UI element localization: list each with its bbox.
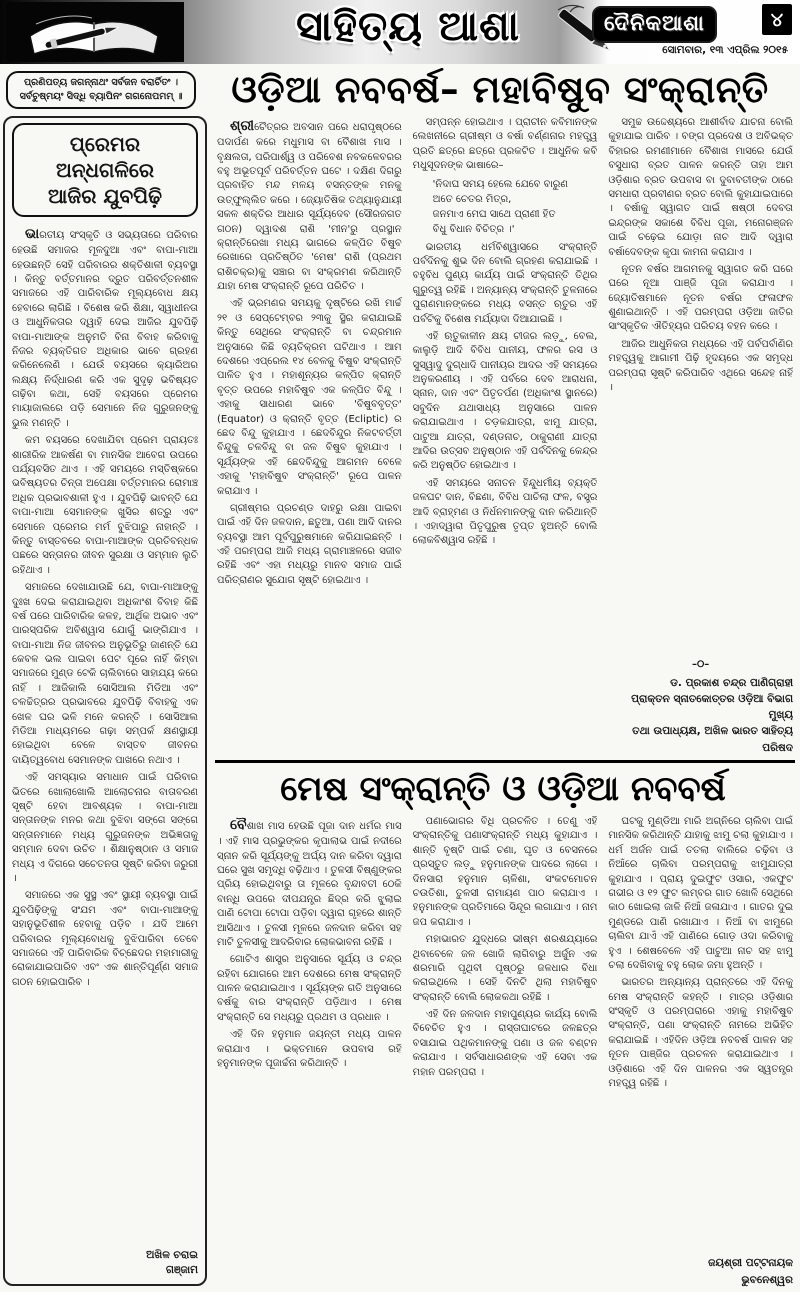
paragraph: ଏହି ଦିନ ହନୁମାନ ଜୟନ୍ତୀ ମଧ୍ୟ ପାଳନ କରାଯାଏ । ଭକ୍ତମାନେ ଉପବାସ ରହି ହନୁମାନଙ୍କ ପୂଜାର୍ଚ୍ଚନା କରିଥାନ୍ତି । xyxy=(217,1029,402,1070)
left-article-headline xyxy=(12,123,198,217)
byline-title: ପ୍ରାକ୍ତନ ସ୍ନାତକୋତ୍ତର ଓଡ଼ିଆ ବିଭାଗ ମୁଖ୍ୟ xyxy=(631,692,794,722)
paragraph: ସମୁଚ୍ଚ ଉଦ୍ଦେଶ୍ୟରେ ଆଶୀର୍ବାଦ ଯାଚନା ବୋଲି କୁହାଯାଇ ପାରିବ । ବଙ୍ଗ ପ୍ରଦେଶ ଓ ଅବିଭକ୍ତ ବିହାରର ରମଣୀମାନେ ବୈଶାଖ ମାସରେ ଯେଉଁ ବସୁଧାରା ବ୍ରତ ପାଳନ କରନ୍ତି ତାହା ଆମ ଓଡ଼ିଶାର ବ୍ରତ ଉପବାସ ବା ଦୁବାବତୀଙ୍କ ଠାରେ ସମଧାରା ପ୍ରବୀଣର ବ୍ରତ ବୋଲି କୁହାଯାଇପାରେ । ବର୍ଷାକୁ ସ୍ୱାଗତ ପାଇଁ ଷଷ୍ଠୀ ଦେବତା ଇନ୍ଦ୍ରଙ୍କ ସକାଶେ ବିବିଧ ପୂଜା, ମନୋରଞ୍ଜନ ପାଇଁ ଚଢ଼େଇ ଯୋଡ଼ା ନାଚ ଆଦି ଦ୍ୱାରା ବର୍ଷାଦେବଙ୍କ କୃପା କାମନା କରାଯାଏ । xyxy=(608,117,794,258)
paragraph: ଗ୍ରୀଷ୍ମର ପ୍ରଚଣ୍ଡ ଦାହରୁ ରକ୍ଷା ପାଇବା ପାଇଁ ଏହି ଦିନ ଜଳଦାନ, ଛତୁଆ, ପଣା ଆଦି ଦାନର ବ୍ୟବସ୍ଥା ଆମ ପୂର୍ବପୁରୁଷମାନେ କରିଯାଇଛନ୍ତି । ଏହି ପରମ୍ପରା ଆଜି ମଧ୍ୟ ଗ୍ରାମାଞ୍ଚଳରେ ସଜୀବ ରହିଛି ଏବଂ ଏହା ମଧ୍ୟରୁ ମାନବ ସମାଜ ପାଇଁ ପରିତ୍ରାଣର ସୁଯୋଗ ସୃଷ୍ଟି ହୋଇଥାଏ । xyxy=(217,502,402,586)
byline-place: ଗଞ୍ଜାମ xyxy=(165,1264,198,1277)
left-headline-line-2: ଆଜିର ଯୁବପିଢ଼ି xyxy=(48,184,162,208)
page-number: ୪ xyxy=(762,4,792,35)
paragraph: ଏହି ଦିନ ଜଳଦାନ ମହାପୁଣ୍ୟର କାର୍ଯ୍ୟ ବୋଲି ବିବେଚିତ ହୁଏ । ରାସ୍ତାଘାଟରେ ଜଳଛତ୍ର ବସାଯାଇ ପଥିକମାନଙ୍କୁ ପଣା ଓ ଜଳ ବଣ୍ଟନ କରାଯାଏ । ସର୍ବସାଧାରଣଙ୍କ ଏହି ସେବା ଏକ ମହାନ ପରମ୍ପରା । xyxy=(412,1009,598,1078)
left-headline-line-1: ପ୍ରେମର ଅନ୍ଧଗଳିରେ xyxy=(55,132,155,182)
verse-line: ଜନମାଏ ମେଘ ସାଥେ ପ୍ରାଣୀ ହିତ xyxy=(432,208,556,220)
bottom-article-columns xyxy=(209,813,797,1290)
bottom-article-column-3 xyxy=(608,815,793,1288)
byline-author: ଡ. ପ୍ରକାଶ ଚନ୍ଦ୍ର ପାଣିଗ୍ରାହୀ xyxy=(670,676,794,689)
paragraph: ପଣାଭୋଗର ବିଧି ପ୍ରଚଳିତ । ତେଣୁ ଏହି ସଂକ୍ରାନ୍ତିକୁ ପଣାସଂକ୍ରାନ୍ତି ମଧ୍ୟ କୁହାଯାଏ । ଶାନ୍ତି ବୃଷ୍ଟି ପାଇଁ ଚଣା, ଘୃତ ଓ ବେସନରେ ପ୍ରସ୍ତୁତ ଲଡ଼ୁ ହନୁମାନଙ୍କ ପାଦରେ ଲାଗେ । ଦିନସାରା ହନୁମାନ ଚାଳିଶା, ସଂକଟମୋଚନ ଚଉତିଶା, ତୁଳସୀ ରାମାୟଣ ପାଠ କରାଯାଏ । ହନୁମାନଙ୍କ ପ୍ରତିମାରେ ସିନ୍ଦୂର ଲଗାଯାଏ । ନାମ ଜପ କରାଯାଏ । xyxy=(412,816,598,928)
paragraph: ଏହି ଭ୍ରମଣର ସମୟକୁ ଦୃଷ୍ଟିରେ ରଖି ମାର୍ଚ୍ଚ ୨୧ ଓ ସେପ୍ଟେମ୍ବର ୨୩କୁ ସ୍ଥିର କରାଯାଇଛି କିନ୍ତୁ ସେଥିରେ ସଂକ୍ରାନ୍ତି ବା ଚନ୍ଦ୍ରମାନ ଅନୁସାରେ କିଛି ବ୍ୟତିକ୍ରମ ଘଟିଥାଏ । ଆମ ଦେଶରେ ଏପ୍ରେଲ ୧୪ ବେଳକୁ ବିଷୁବ ସଂକ୍ରାନ୍ତି ପାଳିତ ହୁଏ । ମହାଶୂନ୍ୟର କଳ୍ପିତ କ୍ରାନ୍ତି ବୃତ୍ତ ଉପରେ ମହାବିଷୁବ ଏକ କଳ୍ପିତ ବିନ୍ଦୁ । ଏହାକୁ ସାଧାରଣ ଭାବେ 'ବିଷୁବବୃତ୍ତ' (Equator) ଓ କ୍ରାନ୍ତି ବୃତ୍ତ (Ecliptic) ର ଛେଦ ବିନ୍ଦୁ କୁହାଯାଏ । ଛେଦବିନ୍ଦୁର ନିକଟବର୍ତ୍ତୀ ବିନ୍ଦୁକୁ ଚଳବିନ୍ଦୁ ବା ଜଳ ବିଷୁବ କୁହାଯାଏ । ସୂର୍ଯ୍ୟଙ୍କ ଏହି ଛେଦବିନ୍ଦୁକୁ ଆଗମନ ବେଳେ ଏହାକୁ 'ମହାବିଷୁବ ସଂକ୍ରାନ୍ତି' ରୂପେ ପାଳନ କରାଯାଏ । xyxy=(217,298,402,497)
bottom-article-column-1 xyxy=(217,815,402,1288)
drop-cap: ଶ୍ରୀ xyxy=(230,118,255,134)
bottom-article-byline xyxy=(608,1255,793,1288)
paragraph: ଶ୍ରୀଚୈତ୍ରର ଅବସାନ ପରେ ଧରାପୃଷ୍ଠରେ ପଦାର୍ପଣ କରେ ମଧୁମାସ ବା ବୈଶାଖ ମାସ । ବୃକ୍ଷଲତା, ପରିପାର୍ଶ୍ୱ ଓ ପରିବେଶ ନବକଳେବରର ବହୁ ଅଭୂତପୂର୍ବ ପରିବର୍ତ୍ତନ ଘଟେ । ଦକ୍ଷିଣ ଦିଗରୁ ପ୍ରବାହିତ ମନ୍ଦ ମଳୟ ବସନ୍ତଙ୍କ ମନକୁ ଉତ୍‌ଫୁଲ୍ଲିତ କରେ । ଜ୍ୟୋତିଷିକ ତଥ୍ୟାନୁଯାୟୀ ସକଳ ଶକ୍ତିର ଆଧାର ସୂର୍ଯ୍ୟଦେବ (ସୌରଜଗତ ଗଠନ) ଦ୍ୱାଦଶ ରାଶି 'ମୀନ'ରୁ ପ୍ରସ୍ଥାନ କ୍ରାନ୍ତିରେଖା ମଧ୍ୟ ଭାଗରେ କଳ୍ପିତ ବିଷୁବ ରେଖାରେ ପ୍ରତିଷ୍ଠିତ 'ମେଷ' ରାଶି (ପ୍ରଥମ ରାଶିଚକ୍ର)କୁ ସଞ୍ଚାର ବା ସଂକ୍ରମଣ କରିଥାନ୍ତି ଯାହା ମେଷ ସଂକ୍ରାନ୍ତି ରୂପେ ପରିଚିତ । xyxy=(217,118,402,293)
main-article-column-1 xyxy=(217,116,402,756)
byline-author: ଜୟଶ୍ରୀ ପଟ୍ଟନାୟକ xyxy=(708,1257,794,1270)
byline-organization: ତଥା ଉପାଧ୍ୟକ୍ଷ, ଅଖିଳ ଭାରତ ସାହିତ୍ୟ ପରିଷଦ xyxy=(632,725,794,754)
main-article-column-3 xyxy=(608,116,793,756)
byline-author: ଅଖିଳ ଚରାଇ xyxy=(146,1248,198,1261)
paragraph: ଘଟକୁ ମୁଣ୍ଡିଆ ମାରି ଅଗ୍ନିରେ ଚାଲିବା ପାଇଁ ମାନସିକ କରିଥାନ୍ତି ଯାହାକୁ ଝାମୁ ଚଲା କୁହାଯାଏ । ଧର୍ମ ଅର୍ଜନ ପାଇଁ ତତଲା ବାଲିରେ ଚଢ଼ିବା ଓ ନିଆଁରେ ଚାଲିବା ପରମ୍ପରାକୁ ଝାମୁଯାତ୍ରା କୁହାଯାଏ । ପ୍ରାୟ ଦୁଇଫୁଟ ଓସାର, ଏକଫୁଟ ଗଭୀର ଓ ୧୨ ଫୁଟ ଲମ୍ବର ଗାତ ଖୋଳି ସେଥିରେ କାଠ ଖୋଇଲା ଜାଳି ନିଆଁ ଜଳାଯାଏ । ଗାତର ଦୁଇ ମୁଣ୍ଡରେ ପାଣି ରଖାଯାଏ । ନିଆଁ ବା ଝାମୁରେ ଚାଲିବା ଯାଏଁ ଏହି ପାଣିରେ ଗୋଡ଼ ଓଦା କରିବାକୁ ହୁଏ । ଶେଷବେଳେ ଏହି ପାଟୁଆ ନାଚ ସହ ଝାମୁ ଚଲା ଦେଖିବାକୁ ବହୁ ଲୋକ ଜମା ହୁଅନ୍ତି । xyxy=(608,816,794,971)
paragraph: ଭାରତୀୟ ଧର୍ମବିଶ୍ୱାସରେ ସଂକ୍ରାନ୍ତି ପର୍ବଦିନକୁ ଶୁଭ ଦିନ ବୋଲି ଗ୍ରହଣ କରାଯାଇଛି । ବହୁବିଧ ପୁଣ୍ୟ କାର୍ଯ୍ୟ ପାଇଁ ସଂକ୍ରାନ୍ତି ତିଥିର ଗୁରୁତ୍ୱ ରହିଛି । ଅନ୍ୟାନ୍ୟ ସଂକ୍ରାନ୍ତି ତୁଳନାରେ ପୁରାଣମାନଙ୍କରେ ମଧ୍ୟ ବସନ୍ତ ଋତୁର ଏହି ପର୍ବଟିକୁ ବିଶେଷ ମର୍ଯ୍ୟାଦା ଦିଆଯାଇଛି । xyxy=(412,241,598,325)
main-article-signoff xyxy=(608,654,793,756)
left-article xyxy=(3,116,207,1286)
content-area xyxy=(0,114,800,1290)
drop-cap: ଭା xyxy=(25,226,40,242)
right-area xyxy=(209,114,800,1290)
masthead xyxy=(0,0,800,64)
section-title: ସାହିତ୍ୟ ଆଶା xyxy=(296,2,520,50)
shloka-line-2: ସର୍ବଚୁଷ୍ମୟଂ ସିଦ୍ଧି ବ୍ୟାପିନଂ ଗଗନୋପମମ୍ ॥ xyxy=(19,91,183,102)
paragraph: କମ ବୟସରେ ଦେଖାଯିବା ପ୍ରେମ ପ୍ରାୟତଃ ଶାରୀରିକ ଆକର୍ଷଣ ବା ମାନସିକ ଆବେଗ ଉପରେ ପର୍ଯ୍ୟବସିତ ଥାଏ । ଏହି ସମୟରେ ମସ୍ତିଷ୍କରେ ଭବିଷ୍ୟତର ଚିନ୍ତା ଅପେକ୍ଷା ବର୍ତ୍ତମାନର ରୋମାଞ୍ଚ ଅଧିକ ପ୍ରଭାବଶାଳୀ ହୁଏ । ଯୁବପିଢ଼ି ଭାବନ୍ତି ଯେ ବାପା-ମାଆ ସେମାନଙ୍କ ଖୁସିର ଶତ୍ରୁ ଏବଂ ସେମାନେ ପ୍ରେମର ମର୍ମ ବୁଝିପାରୁ ନାହାନ୍ତି । କିନ୍ତୁ ବାସ୍ତବରେ ବାପା-ମାଆଙ୍କ ପ୍ରତିବନ୍ଧକ ପଛରେ ସନ୍ତାନର ଜୀବନ ସୁରକ୍ଷା ଓ ସମ୍ମାନ ଲୁଚି ରହିଥାଏ । xyxy=(12,435,198,576)
main-article-headline: ଓଡ଼ିଆ ନବବର୍ଷ– ମହାବିଷୁବ ସଂକ୍ରାନ୍ତି xyxy=(231,68,769,111)
main-article-byline xyxy=(608,675,793,756)
bottom-article-headline: ମେଷ ସଂକ୍ରାନ୍ତି ଓ ଓଡ଼ିଆ ନବବର୍ଷ xyxy=(280,769,726,809)
paragraph: ସମାଜରେ ଏକ ସୁସ୍ଥ ଏବଂ ସ୍ଥାୟୀ ବ୍ୟବସ୍ଥା ପାଇଁ ଯୁବପିଢ଼ିଙ୍କୁ ସଂଯମ ଏବଂ ବାପା-ମାଆଙ୍କୁ ସହାନୁଭୂତିଶୀଳ ହେବାକୁ ପଡ଼ିବ । ଯଦି ଆମେ ପରିବାରର ମୂଲ୍ୟବୋଧକୁ ବୁଝିପାରିବା ତେବେ ସମାଜରେ ଏହି ପାରିବାରିକ ବିଚ୍ଛେଦର ମହାମାରୀକୁ ରୋକାଯାଇପାରିବ ଏବଂ ଏକ ଶାନ୍ତିପୂର୍ଣ୍ଣ ସମାଜ ଗଠନ ହୋଇପାରିବ । xyxy=(12,890,198,988)
paragraph: ସମାଜରେ ଦେଖାଯାଉଛି ଯେ, ବାପା-ମାଆଙ୍କୁ ଦୁଃଖ ଦେଇ କରାଯାଇଥିବା ଅଧିକାଂଶ ବିବାହ କିଛି ବର୍ଷ ପରେ ପାରିବାରିକ କଳହ, ଆର୍ଥିକ ଅଭାବ ଏବଂ ପାରସ୍ପରିକ ଅବିଶ୍ୱାସ ଯୋଗୁଁ ଭାଙ୍ଗିଯାଏ । ବାପା-ମାଆ ନିଜ ଜୀବନର ଅନୁଭୂତିରୁ ଜାଣନ୍ତି ଯେ କେବଳ ଭଲ ପାଇବା ପେଟ ପୂରେ ନାହିଁ କିମ୍ବା ସମାଜରେ ମୁଣ୍ଡ ଟେକି ଚାଲିବାରେ ସାହାଯ୍ୟ କରେ ନାହିଁ । ଆଜିକାଲି ସୋସିଆଲ ମିଡିଆ ଏବଂ ଚଳଚ୍ଚିତ୍ରର ପ୍ରଭାବରେ ଯୁବପିଢ଼ି ବିବାହକୁ ଏକ ଖେଳ ଘର ଭଳି ମନେ କରନ୍ତି । ସୋସିଆଲ ମିଡିଆ ମାଧ୍ୟମରେ ଗଢ଼ା ସମ୍ପର୍କ କ୍ଷଣସ୍ଥାୟୀ ହୋଇଥିବା ବେଳେ ବାସ୍ତବ ଜୀବନର ଦାୟିତ୍ୱବୋଧ ସେମାନଙ୍କ ପାଖରେ ନଥାଏ । xyxy=(12,582,198,766)
paragraph: ସମ୍ପନ୍ନ ହୋଇଥାଏ । ପ୍ରାଚୀନ କବିମାନଙ୍କ ଲେଖନୀରେ ଗ୍ରୀଷ୍ମ ଓ ବର୍ଷା ବର୍ଣ୍ଣନାର ମହତ୍ତ୍ୱ ପ୍ରତି ଛତ୍ରେ ଛତ୍ରେ ପ୍ରକଟିତ । ଆଧୁନିକ କବି ମଧୁସୂଦନଙ୍କ ଭାଷାରେ– xyxy=(412,117,598,172)
paragraph: ବୈଶାଖ ମାସ ହେଉଛି ପୂଜା ଦାନ ଧର୍ମର ମାସ । ଏହି ମାସ ପ୍ରଭୁଙ୍କର କୃପାଲାଭ ପାଇଁ ନଦୀରେ ସ୍ନାନ କରି ସୂର୍ଯ୍ୟଙ୍କୁ ଅର୍ଘ୍ୟ ଦାନ କରିବା ଦ୍ୱାରା ଘରେ ସୁଖ ସମୃଦ୍ଧି ବଢ଼ିଥାଏ । ତୁଳସୀ ବିଷ୍ଣୁଙ୍କର ପ୍ରିୟ ହୋଇଥିବାରୁ ତା ମୂଳରେ ବୃନ୍ଦାବତୀ ଠେକି ବାନ୍ଧି ଉପରେ ଦୀପଯନ୍ତ୍ର ଛିଦ୍ର କରି ଝୁଲାଇ ପାଣି ଟୋପା ଟୋପା ପଡ଼ିବା ଦ୍ୱାରା ଗୃହରେ ଶାନ୍ତି ଆସିଥାଏ । ତୁଳସୀ ମୂଳରେ ଜଳଦାନ କରିବା ସହ ମାଟି ତୁଳସୀକୁ ଆଦରିବାର ଲୋକଭାବନା ରହିଛି । xyxy=(217,817,402,948)
closing-mark: –୦– xyxy=(692,659,710,671)
left-article-body xyxy=(12,224,198,993)
drop-cap: ବୈ xyxy=(230,817,247,833)
date-line: ସୋମବାର, ୧୩ ଏପ୍ରିଲ ୨୦୧୫ xyxy=(662,44,788,56)
paragraph: ଏହି ଋତୁକାଳୀନ କ୍ଷୟ ଚୀଜର ଲଡ଼ୁ, ବେଲ, କାଲୁଡ଼ି ଆଦି ବିବିଧ ପାନୀୟ, ଫଳର ରସ ଓ ସୁସ୍ୱାଦୁ ଦୁଗ୍ଧାଦି ପାନୀୟର ଆଦର ଏହି ସମୟରେ ଅନୁକରଣୀୟ । ଏହି ପର୍ବରେ ଦେବ ଆରାଧନା, ସ୍ନାନ, ଦାନ ଏବଂ ପିତୃତର୍ପଣ (ଅଧିକାଂଶ ସ୍ଥାନରେ) ସବୁଦିନ ଯଥାସାଧ୍ୟ ଅନୁସାରେ ପାଳନ କରାଯାଇଥାଏ । ଚଡ଼କଯାତ୍ରା, ଝାମୁ ଯାତ୍ରା, ପାଟୁଆ ଯାତ୍ରା, ଦଣ୍ଡନାଚ, ଠାକୁରାଣୀ ଯାତ୍ରା ଆଦିର ଉତ୍ସବ ଅନୁଷ୍ଠାନ ଏହି ପର୍ବଦିନକୁ କେନ୍ଦ୍ର କରି ଅନୁଷ୍ଠିତ ହୋଇଥାଏ । xyxy=(412,330,598,472)
paragraph: ଭାରତର ଅନ୍ୟାନ୍ୟ ପ୍ରାନ୍ତରେ ଏହି ଦିନକୁ ମେଷ ସଂକ୍ରାନ୍ତି କହନ୍ତି । ମାତ୍ର ଓଡ଼ିଶାର ସଂସ୍କୃତି ଓ ପରମ୍ପରାରେ ଏହାକୁ ମହାବିଷୁବ ସଂକ୍ରାନ୍ତି, ପଣା ସଂକ୍ରାନ୍ତି ନାମରେ ଅଭିହିତ କରାଯାଇଛି । ଏହିଦିନ ଓଡ଼ିଆ ନବବର୍ଷ ପାଳନ ସହ ନୂତନ ପାଞ୍ଜିର ପ୍ରଚଳନ କରାଯାଇଥାଏ । ଓଡ଼ିଶାରେ ଏହି ଦିନ ପାଳନର ଏକ ସ୍ୱତନ୍ତ୍ର ମହତ୍ତ୍ୱ ରହିଛି । xyxy=(608,977,794,1090)
bottom-article-column-2 xyxy=(413,815,598,1288)
book-and-pen-graphic xyxy=(6,2,184,62)
byline-place: ଭୁବନେଶ୍ୱର xyxy=(741,1273,794,1286)
main-article-column-2 xyxy=(413,116,598,756)
verse-line: ବିଧୁ ବିଧାନ ବିଚିତ୍ର ।' xyxy=(432,223,515,235)
paragraph: ନୂତନ ବର୍ଷର ଆଗମନକୁ ସ୍ୱାଗତ କରି ଘରେ ଘରେ ନୂଆ ପାଞ୍ଜି ପୂଜା କରାଯାଏ । ଜ୍ୟୋତିଷମାନେ ନୂତନ ବର୍ଷର ଫଳାଫଳ ଶୁଣାଇଥାନ୍ତି । ଏହି ପରମ୍ପରା ଓଡ଼ିଆ ଜାତିର ସାଂସ୍କୃତିକ ଐତିହ୍ୟର ପରିଚୟ ବହନ କରେ । xyxy=(608,263,794,333)
paragraph: ଏହି ସମସ୍ୟାର ସମାଧାନ ପାଇଁ ପରିବାର ଭିତରେ ଖୋଲାଖୋଲି ଆଲୋଚନାର ବାତାବରଣ ସୃଷ୍ଟି ହେବା ଆବଶ୍ୟକ । ବାପା-ମାଆ ସନ୍ତାନଙ୍କ ମନର କଥା ବୁଝିବା ସଙ୍ଗେ ସଙ୍ଗେ ସନ୍ତାନମାନେ ମଧ୍ୟ ଗୁରୁଜନଙ୍କ ଅଭିଜ୍ଞତାକୁ ସମ୍ମାନ ଦେବା ଉଚିତ । ଶିକ୍ଷାନୁଷ୍ଠାନ ଓ ସମାଜ ମଧ୍ୟ ଏ ଦିଗରେ ସଚେତନତା ସୃଷ୍ଟି କରିବା ଜରୁରୀ । xyxy=(12,772,198,884)
headline-row xyxy=(0,64,800,114)
verse-line: 'ନିଦାଘ ସମୟ ହେଲେ ଯେବେ ବାରୁଣ xyxy=(432,178,568,190)
poem-verse xyxy=(433,177,598,237)
left-article-byline xyxy=(12,1248,198,1280)
newspaper-logo: ଦୈନିକଆଶା xyxy=(592,6,717,43)
paragraph: ଗୋଟିଏ ଶାସ୍ତ୍ର ଅନୁସାରେ ସୂର୍ଯ୍ୟ ଓ ଚନ୍ଦ୍ର ରହିବା ଯୋଗରେ ଆମ ଦେଶରେ ମେଷ ସଂକ୍ରାନ୍ତି ପାଳନ କରାଯାଇଥାଏ । ସୂର୍ଯ୍ୟଙ୍କ ଗତି ଅନୁସାରେ ବର୍ଷକୁ ବାର ସଂକ୍ରାନ୍ତି ପଡ଼ିଥାଏ । ମେଷ ସଂକ୍ରାନ୍ତି ସେ ମଧ୍ୟରୁ ପ୍ରଥମ ଓ ପ୍ରଧାନ । xyxy=(217,954,402,1023)
shloka-line-1: ପ୍ରଣିପତ୍ୟ ଜଗନ୍ନାଥଂ ସର୍ବଜନ ବରାର୍ଚିତଂ । xyxy=(23,77,179,89)
paragraph: ମହାଭାରତ ଯୁଦ୍ଧରେ ଭୀଷ୍ମ ଶରଶଯ୍ୟାରେ ଥିବାବେଳେ ଜଳ ଖୋଜି ଲାଗିବାରୁ ଅର୍ଜୁନ ଏକ ଶରମାରି ପୃଥିବୀ ପୃଷ୍ଠରୁ ଜଳଧାର ବିଧା କରାଇଥିଲେ । ସେହି ଦିନଟି ଥିଲା ମହାବିଷୁବ ସଂକ୍ରାନ୍ତି ବୋଲି ଲୋକକଥା ରହିଛି । xyxy=(412,934,598,1003)
paragraph: ଭାରତୀୟ ସଂସ୍କୃତି ଓ ସଭ୍ୟତାରେ ପରିବାର ହେଉଛି ସମାଜର ମୂଳଦୁଆ ଏବଂ ବାପା-ମାଆ ହେଉଛନ୍ତି ସେହି ପରିବାରର ଶକ୍ତିଶାଳୀ ବ୍ୟବସ୍ଥା । କିନ୍ତୁ ବର୍ତ୍ତମାନର ଦ୍ରୁତ ପରିବର୍ତ୍ତନଶୀଳ ସମାଜରେ ଏହି ପାରିବାରିକ ମୂଲ୍ୟବୋଧ କ୍ଷୟ ହେବାରେ ଲାଗିଛି । ବିଶେଷ କରି ଶିକ୍ଷା, ସ୍ୱାଧୀନତା ଓ ଆଧୁନିକତାର ଦ୍ୱାହି ଦେଇ ଆଜିର ଯୁବପିଢ଼ି ବାପା-ମାଆଙ୍କ ଅନୁମତି ବିନା ବିବାହ କରିବାକୁ ନିଜର ବ୍ୟକ୍ତିଗତ ଅଧିକାର ଭାବେ ଗ୍ରହଣ କରିନେଲେଣି । ଯେଉଁ ବୟସରେ କ୍ୟାରିଅର ଲକ୍ଷ୍ୟ ନିର୍ଦ୍ଧାରଣ କରି ଏକ ସୁଦୃଢ଼ ଭବିଷ୍ୟତ ଗଢ଼ିବା କଥା, ସେହି ବୟସରେ ପ୍ରେମର ମାୟାଜାଲରେ ପଡ଼ି ସେମାନେ ନିଜ ଗୁରୁଜନଙ୍କୁ ଭୁଲ ମଣନ୍ତି । xyxy=(12,226,198,429)
shloka-quote-box xyxy=(6,71,196,109)
paragraph: ଆଜିର ଆଧୁନିକତା ମଧ୍ୟରେ ଏହି ପର୍ବପର୍ବାଣିର ମହତ୍ତ୍ୱକୁ ଆଗାମୀ ପିଢ଼ି ହୃଦୟରେ ଏକ ସମୃଦ୍ଧ ପରମ୍ପରା ସୃଷ୍ଟି କରିପାରିବ ଏଥିରେ ସନ୍ଦେହ ନାହିଁ । xyxy=(608,338,794,394)
main-article-columns xyxy=(209,114,797,758)
paragraph: ଏହି ସମୟରେ ସନାତନ ହିନ୍ଦୁଧର୍ମୀୟ ବ୍ୟକ୍ତି ଜଳଘଟ ଦାନ, ବିଛଣା, ବିବିଧ ପାଚିଲା ଫଳ, ବସ୍ତ୍ର ଆଦି ବ୍ରାହ୍ମଣ ଓ ନିର୍ଧନମାନଙ୍କୁ ଦାନ କରିଥାନ୍ତି । ଏହାଦ୍ୱାରା ପିତୃପୁରୁଷ ତୃପ୍ତ ହୁଅନ୍ତି ବୋଲି ଲୋକବିଶ୍ୱାସ ରହିଛି । xyxy=(412,477,598,547)
verse-line: ଅତେ ଚେତର ମିତ୍ର, xyxy=(432,193,512,205)
